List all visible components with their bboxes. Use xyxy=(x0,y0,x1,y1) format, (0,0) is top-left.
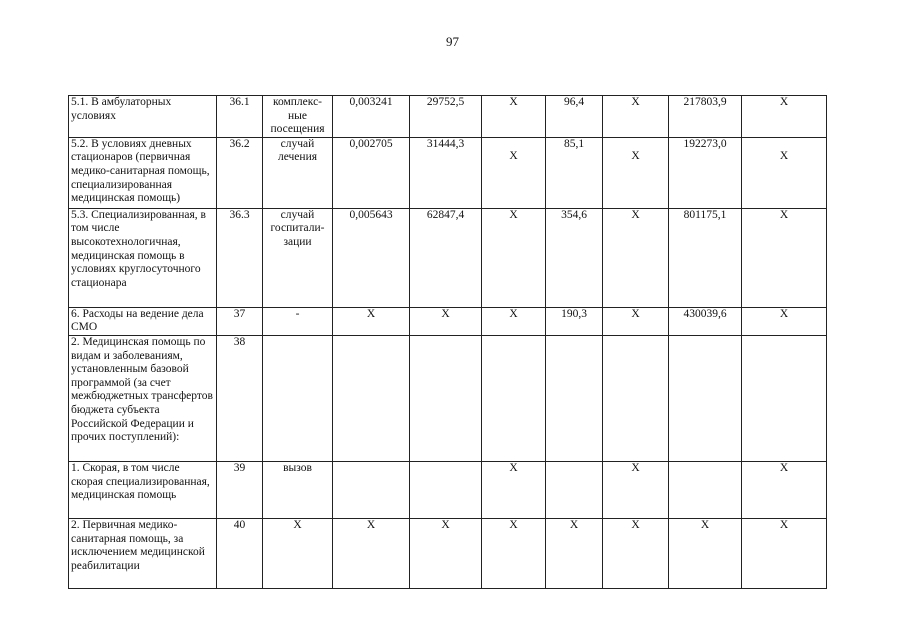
value-cell xyxy=(333,335,410,461)
row-name-cell: 5.2. В условиях дневных стационаров (первичная медико-санитарная помощь, специализированная медицинская помощь) xyxy=(69,137,217,208)
value-cell: X xyxy=(742,307,827,335)
row-name-cell: 1. Скорая, в том числе скорая специализированная, медицинская помощь xyxy=(69,461,217,518)
table-row xyxy=(69,208,827,307)
value-cell xyxy=(603,335,669,461)
line-number-cell: 36.3 xyxy=(217,208,263,307)
value-cell: X xyxy=(482,208,546,307)
value-cell: X xyxy=(603,96,669,138)
value-cell: 0,005643 xyxy=(333,208,410,307)
value-cell: X xyxy=(742,208,827,307)
value-cell: X xyxy=(410,307,482,335)
value-cell: X xyxy=(742,518,827,588)
value-cell: 801175,1 xyxy=(669,208,742,307)
value-cell: X xyxy=(742,96,827,138)
unit-cell: случай госпитали-зации xyxy=(263,208,333,307)
table-row xyxy=(69,335,827,461)
value-cell: X xyxy=(482,307,546,335)
value-cell: X xyxy=(603,518,669,588)
line-number-cell: 39 xyxy=(217,461,263,518)
value-cell: X xyxy=(742,461,827,518)
value-cell: 96,4 xyxy=(546,96,603,138)
row-name-cell: 5.3. Специализированная, в том числе высокотехнологичная, медицинская помощь в условиях круглосуточного стационара xyxy=(69,208,217,307)
value-cell xyxy=(742,335,827,461)
value-cell xyxy=(410,335,482,461)
value-cell: 430039,6 xyxy=(669,307,742,335)
value-cell: X xyxy=(482,96,546,138)
value-cell: X xyxy=(603,208,669,307)
line-number-cell: 37 xyxy=(217,307,263,335)
value-cell: X xyxy=(410,518,482,588)
line-number-cell: 40 xyxy=(217,518,263,588)
unit-cell xyxy=(263,335,333,461)
value-cell: 190,3 xyxy=(546,307,603,335)
unit-cell: X xyxy=(263,518,333,588)
value-cell: X xyxy=(603,307,669,335)
value-cell: 31444,3 xyxy=(410,137,482,208)
line-number-cell: 36.1 xyxy=(217,96,263,138)
value-cell: 192273,0 xyxy=(669,137,742,208)
row-name-cell: 2. Первичная медико-санитарная помощь, за исключением медицинской реабилитации xyxy=(69,518,217,588)
value-cell: X xyxy=(482,137,546,208)
row-name-cell: 6. Расходы на ведение дела СМО xyxy=(69,307,217,335)
value-cell: X xyxy=(603,137,669,208)
row-name-cell: 2. Медицинская помощь по видам и заболеваниям, установленным базовой программой (за счет межбюджетных трансфертов бюджета субъекта Российской Федерации и прочих поступлений): xyxy=(69,335,217,461)
value-cell: X xyxy=(669,518,742,588)
value-cell: 85,1 xyxy=(546,137,603,208)
value-cell xyxy=(333,461,410,518)
line-number-cell: 38 xyxy=(217,335,263,461)
page-number: 97 xyxy=(446,34,459,49)
unit-cell: комплекс-ные посещения xyxy=(263,96,333,138)
value-cell xyxy=(482,335,546,461)
unit-cell: вызов xyxy=(263,461,333,518)
value-cell: X xyxy=(482,461,546,518)
table-row xyxy=(69,461,827,518)
value-cell xyxy=(546,335,603,461)
line-number-cell: 36.2 xyxy=(217,137,263,208)
value-cell: X xyxy=(333,518,410,588)
value-cell: 62847,4 xyxy=(410,208,482,307)
value-cell: 354,6 xyxy=(546,208,603,307)
row-name-cell: 5.1. В амбулаторных условиях xyxy=(69,96,217,138)
value-cell: X xyxy=(482,518,546,588)
unit-cell: случай лечения xyxy=(263,137,333,208)
value-cell xyxy=(410,461,482,518)
value-cell: 217803,9 xyxy=(669,96,742,138)
value-cell: X xyxy=(546,518,603,588)
value-cell: 0,002705 xyxy=(333,137,410,208)
value-cell xyxy=(546,461,603,518)
data-table xyxy=(68,95,827,589)
value-cell xyxy=(669,335,742,461)
table-row xyxy=(69,96,827,138)
value-cell: X xyxy=(603,461,669,518)
value-cell xyxy=(669,461,742,518)
value-cell: 29752,5 xyxy=(410,96,482,138)
unit-cell: - xyxy=(263,307,333,335)
value-cell: 0,003241 xyxy=(333,96,410,138)
table-row xyxy=(69,307,827,335)
table-row xyxy=(69,137,827,208)
table-row xyxy=(69,518,827,588)
value-cell: X xyxy=(333,307,410,335)
value-cell: X xyxy=(742,137,827,208)
